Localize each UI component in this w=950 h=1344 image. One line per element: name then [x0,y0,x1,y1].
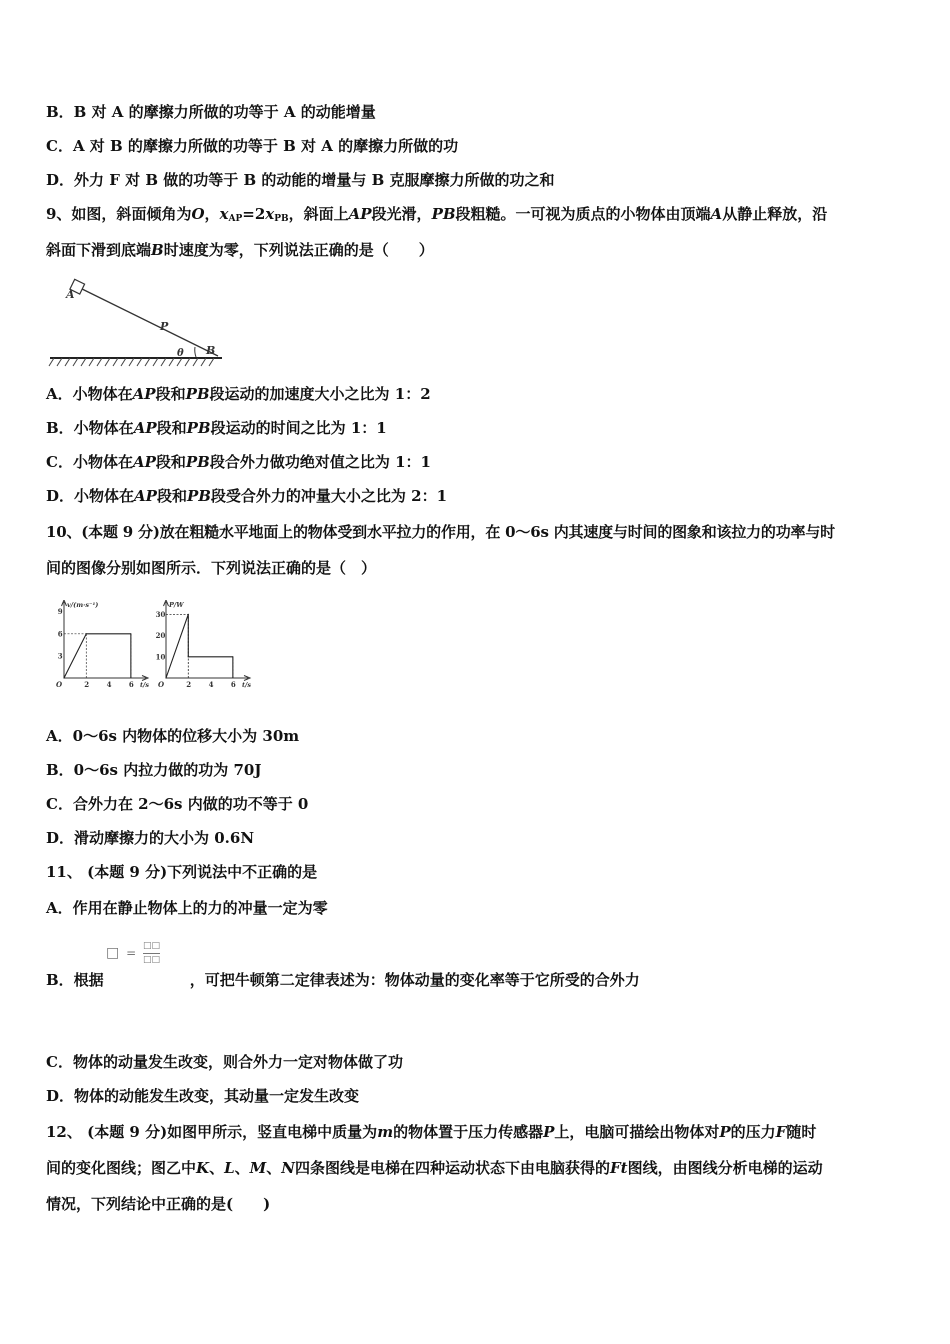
q8-option-b: B．B 对 A 的摩擦力所做的功等于 A 的动能增量 [46,103,376,121]
power-time-chart [152,600,254,690]
y-tick-label: 20 [155,631,166,641]
y-axis-label: P/W [169,601,184,609]
origin-label: O [158,680,165,689]
label-p: P [160,320,169,333]
y-axis-label: v/(m·s⁻¹) [67,601,99,609]
y-tick-label: 30 [155,609,166,619]
q9-stem-line1: 9、如图，斜面倾角为O，$x_{AP}=2x_{PB}$，斜面上AP段光滑，PB段粗糙。一可视为质点的小物体由顶端A从静止释放，沿 [46,205,828,224]
data-point [232,656,233,657]
q9-option-d: D．小物体在AP段和PB段受合外力的冲量大小之比为 2：1 [46,487,448,505]
data-point [188,614,189,615]
q10-option-d: D．滑动摩擦力的大小为 0.6N [46,829,255,847]
q10-option-c: C．合外力在 2～6s 内做的功不等于 0 [46,795,309,813]
velocity-time-chart [50,600,152,690]
q10-stem-line1: 10、(本题 9 分)放在粗糙水平地面上的物体受到水平拉力的作用，在 0～6s 内其速度与时间的图象和该拉力的功率与时 [46,523,835,541]
x-axis-label: t/s [140,681,150,689]
q11-option-b: B．根据 ，可把牛顿第二定律表述为：物体动量的变化率等于它所受的合外力 [46,971,640,989]
q10-option-b: B．0～6s 内拉力做的功为 70J [46,761,262,779]
q10-stem-line2: 间的图像分别如图所示．下列说法正确的是（ ） [46,559,377,577]
q8-option-c: C．A 对 B 的摩擦力所做的功等于 B 对 A 的摩擦力所做的功 [46,137,459,155]
angle-arc [195,347,196,357]
label-a: A [66,288,75,301]
origin-label: O [56,680,63,689]
q8-option-d: D．外力 F 对 B 做的功等于 B 的动能的增量与 B 克服摩擦力所做的功之和 [46,171,555,189]
data-point [188,656,189,657]
ground-hatching [49,358,214,366]
x-tick-label: 2 [84,680,90,689]
q12-stem-line1: 12、 (本题 9 分)如图甲所示，竖直电梯中质量为m的物体置于压力传感器P上，电脑可描绘出物体对P的压力F随时 [46,1123,817,1141]
x-tick-label: 4 [208,680,214,689]
q11-option-d: D．物体的动能发生改变，其动量一定发生改变 [46,1087,360,1105]
series-line [166,614,233,678]
q10-option-a: A．0～6s 内物体的位移大小为 30m [46,727,300,745]
label-b: B [206,344,216,357]
q11-option-c: C．物体的动量发生改变，则合外力一定对物体做了功 [46,1053,403,1071]
q9-option-b: B．小物体在AP段和PB段运动的时间之比为 1：1 [46,419,387,437]
q11-formula [106,940,160,967]
data-point [165,677,166,678]
x-tick-label: 2 [186,680,192,689]
q9-option-a: A．小物体在AP段和PB段运动的加速度大小之比为 1：2 [46,385,431,403]
data-point [130,633,131,634]
formula-numerator: □□ [143,940,160,954]
y-tick-label: 3 [57,651,63,661]
y-tick-label: 10 [155,652,166,662]
q11-option-a: A．作用在静止物体上的力的冲量一定为零 [46,899,328,917]
data-point [63,677,64,678]
formula-denominator: □□ [142,955,160,965]
data-point [86,633,87,634]
q9-stem-line2: 斜面下滑到底端B时速度为零，下列说法正确的是（ ） [46,241,434,259]
incline-figure [46,278,226,370]
x-tick-label: 6 [230,680,236,689]
y-tick-label: 6 [57,629,63,639]
incline-surface [76,286,218,356]
q12-stem-line2: 间的变化图线；图乙中K、L、M、N四条图线是电梯在四种运动状态下由电脑获得的Ft图线，由图线分析电梯的运动 [46,1159,823,1177]
q11-stem: 11、 (本题 9 分)下列说法中不正确的是 [46,863,318,881]
x-tick-label: 4 [106,680,112,689]
series-line [64,634,131,678]
q9-option-c: C．小物体在AP段和PB段合外力做功绝对值之比为 1：1 [46,453,431,471]
label-theta: θ [177,348,184,359]
formula-lhs: □ [106,945,120,961]
y-tick-label: 9 [57,607,63,617]
formula-equals: = [126,946,137,960]
x-tick-label: 6 [128,680,134,689]
q12-stem-line3: 情况，下列结论中正确的是( ) [46,1195,271,1213]
x-axis-label: t/s [242,681,252,689]
